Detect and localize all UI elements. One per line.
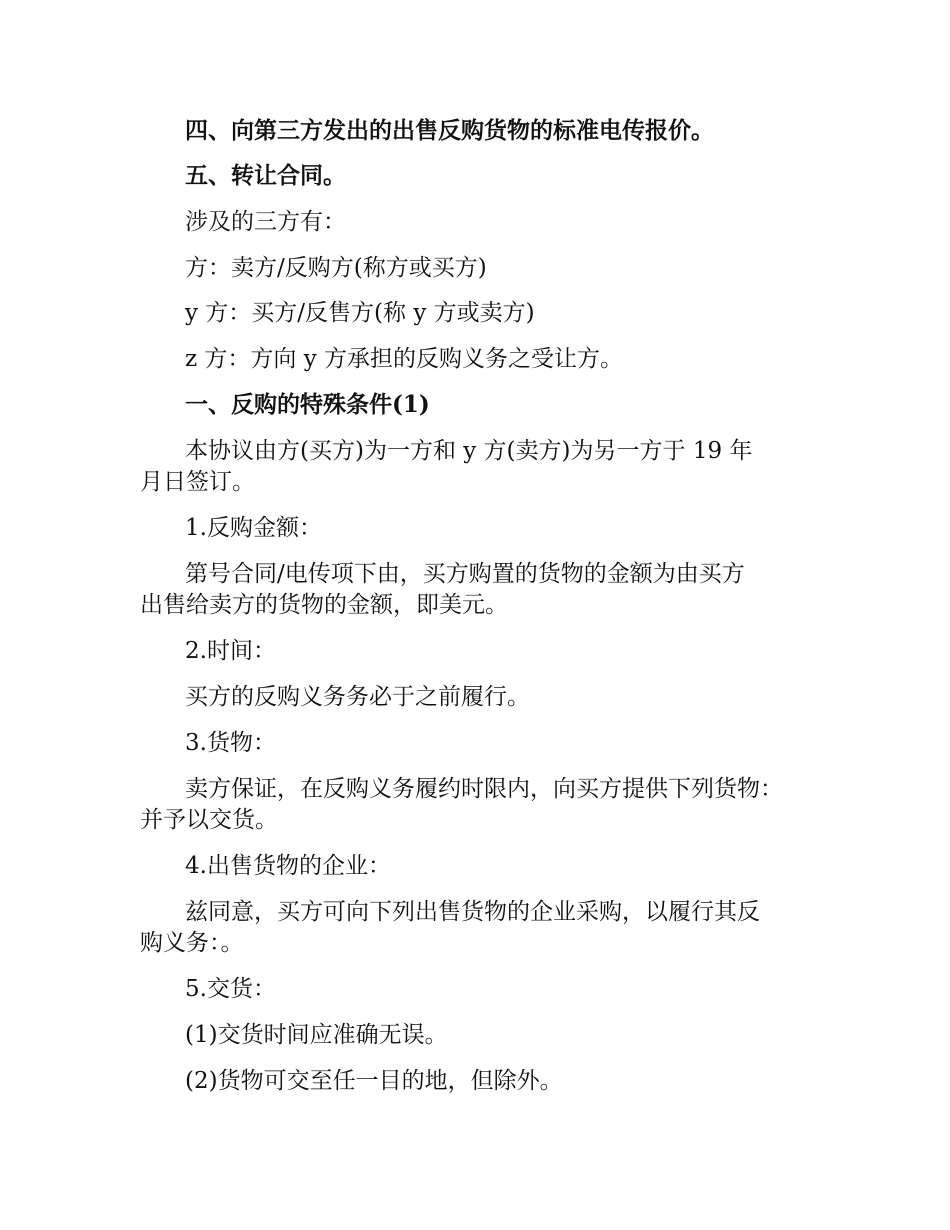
item-4-text-line-2: 购义务：。 bbox=[140, 930, 244, 956]
item-4-label: 4.出售货物的企业： bbox=[185, 853, 391, 879]
item-3-text-line-1: 卖方保证，在反购义务履约时限内，向买方提供下列货物： bbox=[185, 776, 783, 802]
party-x-line: 方：卖方/反购方(称方或买方) bbox=[185, 255, 487, 281]
parties-intro: 涉及的三方有： bbox=[185, 209, 346, 235]
item-4-text-line-1: 兹同意，买方可向下列出售货物的企业采购，以履行其反 bbox=[185, 899, 760, 925]
item-5-sub-1: (1)交货时间应准确无误。 bbox=[185, 1022, 448, 1048]
item-1-text-line-2: 出售给卖方的货物的金额，即美元。 bbox=[140, 592, 508, 618]
item-1-text-line-1: 第号合同/电传项下由，买方购置的货物的金额为由买方 bbox=[185, 561, 745, 587]
agreement-paragraph-line-1: 本协议由方(买方)为一方和 y 方(卖方)为另一方于 19 年 bbox=[185, 438, 753, 464]
item-1-label: 1.反购金额： bbox=[185, 515, 322, 541]
item-5-label: 5.交货： bbox=[185, 976, 276, 1002]
section-heading-5: 五、转让合同。 bbox=[185, 162, 346, 189]
party-z-line: z 方：方向 y 方承担的反购义务之受让方。 bbox=[185, 346, 624, 372]
item-2-text: 买方的反购义务务必于之前履行。 bbox=[185, 684, 530, 710]
party-y-line: y 方：买方/反售方(称 y 方或卖方) bbox=[185, 300, 535, 326]
item-2-label: 2.时间： bbox=[185, 638, 276, 664]
item-5-sub-2: (2)货物可交至任一目的地，但除外。 bbox=[185, 1068, 563, 1094]
item-3-label: 3.货物： bbox=[185, 730, 276, 756]
section-1-title: 一、反购的特殊条件(1) bbox=[185, 391, 430, 418]
section-heading-4: 四、向第三方发出的出售反购货物的标准电传报价。 bbox=[185, 117, 714, 144]
item-3-text-line-2: 并予以交货。 bbox=[140, 807, 278, 833]
agreement-paragraph-line-2: 月日签订。 bbox=[140, 469, 255, 495]
